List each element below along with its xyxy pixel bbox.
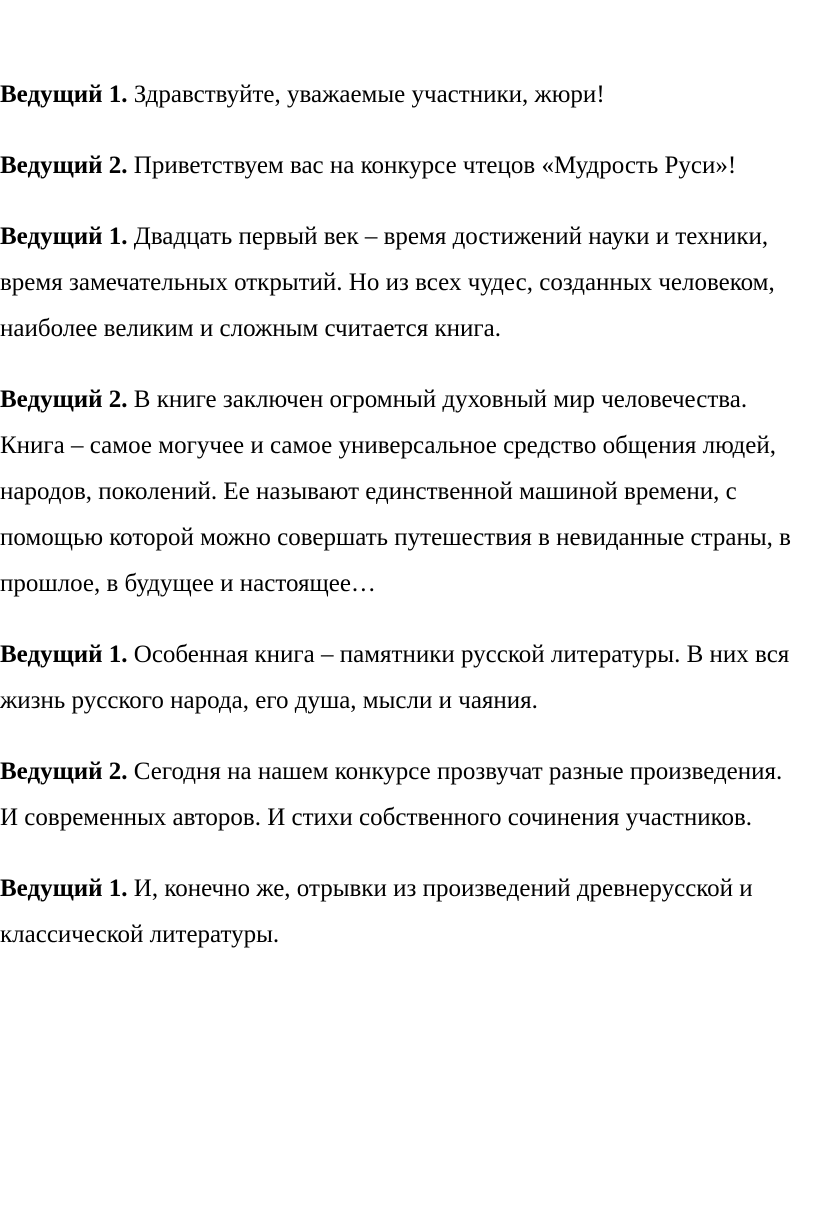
- speaker-label: Ведущий 1.: [0, 641, 128, 668]
- speaker-label: Ведущий 1.: [0, 875, 128, 902]
- document-page: [0, 72, 800, 983]
- paragraph-text: В книге заключен огромный духовный мир человечества. Книга – самое могучее и самое универсальное средство общения людей, народов, поколений. Ее называют единственной машиной времени, с помощью которой можно совершать путешествия в невиданные страны, в прошлое, в будущее и настоящее…: [0, 386, 791, 597]
- paragraph-3: [0, 214, 800, 352]
- speaker-label: Ведущий 2.: [0, 386, 128, 413]
- speaker-label: Ведущий 1.: [0, 223, 128, 250]
- paragraph-7: [0, 866, 800, 958]
- paragraph-text: Приветствуем вас на конкурсе чтецов «Мудрость Руси»!: [133, 152, 737, 179]
- paragraph-4: [0, 377, 800, 607]
- speaker-label: Ведущий 2.: [0, 152, 128, 179]
- paragraph-2: [0, 143, 800, 189]
- paragraph-text: Особенная книга – памятники русской литературы. В них вся жизнь русского народа, его душа, мысли и чаяния.: [0, 641, 790, 714]
- paragraph-text: Здравствуйте, уважаемые участники, жюри!: [133, 81, 605, 108]
- paragraph-text: И, конечно же, отрывки из произведений древнерусской и классической литературы.: [0, 875, 753, 948]
- paragraph-text: Сегодня на нашем конкурсе прозвучат разные произведения. И современных авторов. И стихи собственного сочинения участников.: [0, 758, 783, 831]
- speaker-label: Ведущий 2.: [0, 758, 128, 785]
- paragraph-6: [0, 749, 800, 841]
- paragraph-text: Двадцать первый век – время достижений науки и техники, время замечательных открытий. Но из всех чудес, созданных человеком, наиболее великим и сложным считается книга.: [0, 223, 775, 342]
- paragraph-5: [0, 632, 800, 724]
- speaker-label: Ведущий 1.: [0, 81, 128, 108]
- paragraph-1: [0, 72, 800, 118]
